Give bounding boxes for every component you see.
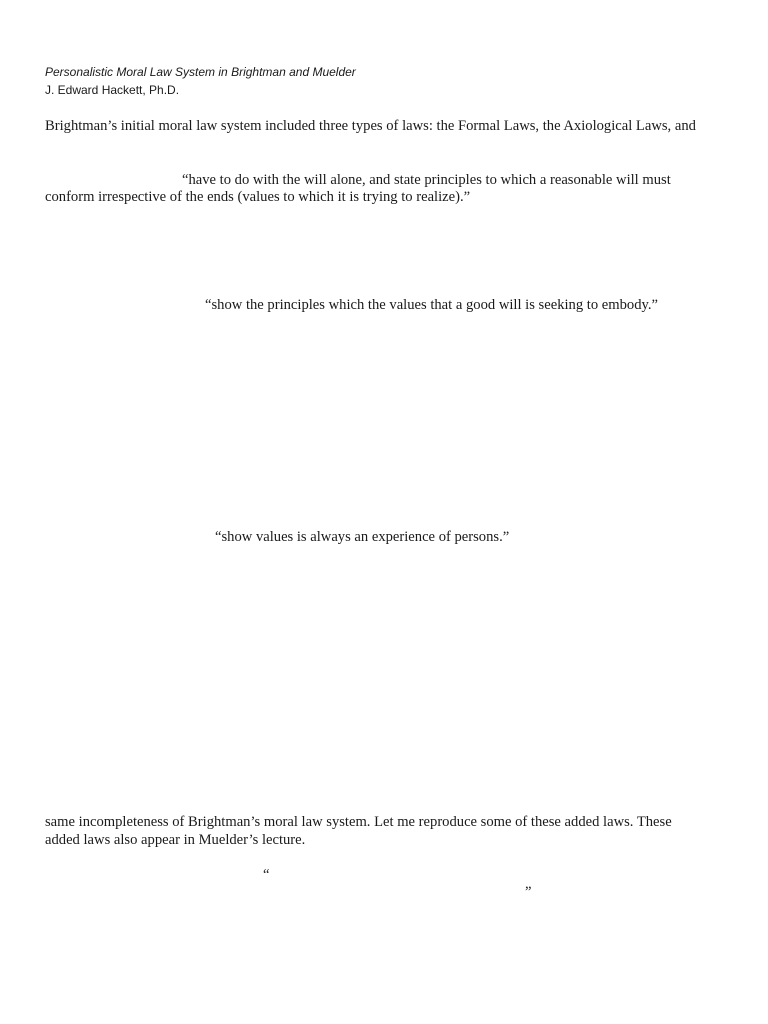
intro-line: Brightman’s initial moral law system included three types of laws: the Formal Laws, the Axiological Laws, and	[45, 118, 696, 134]
close-quote-mark: ”	[525, 884, 532, 900]
formal-laws-quote-line-2: conform irrespective of the ends (values to which it is trying to realize).”	[45, 189, 471, 205]
document-title: Personalistic Moral Law System in Brightman and Muelder	[45, 65, 356, 79]
mueller-paragraph-line-2: added laws also appear in Muelder’s lecture.	[45, 832, 306, 848]
open-quote-mark: “	[263, 867, 270, 883]
axiological-laws-quote: “show the principles which the values that a good will is seeking to embody.”	[205, 297, 658, 313]
formal-laws-quote-line-1: “have to do with the will alone, and state principles to which a reasonable will must	[182, 172, 671, 188]
personalistic-laws-quote: “show values is always an experience of persons.”	[215, 529, 510, 545]
mueller-paragraph-line-1: same incompleteness of Brightman’s moral law system. Let me reproduce some of these added laws. These	[45, 814, 672, 830]
document-author: J. Edward Hackett, Ph.D.	[45, 83, 180, 97]
